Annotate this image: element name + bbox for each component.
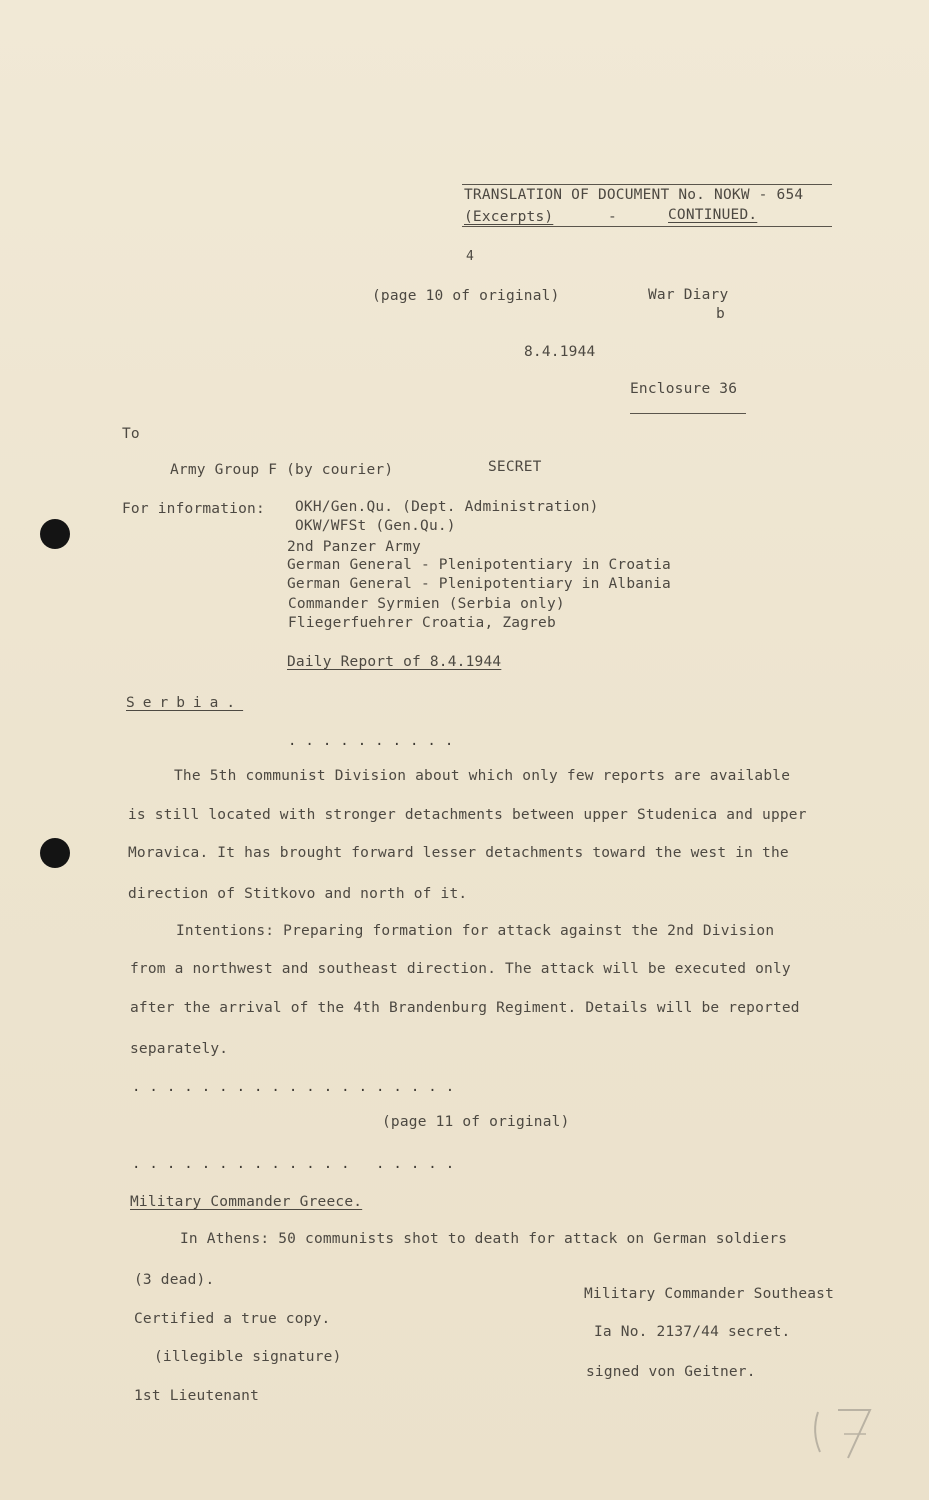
header-dash: - <box>608 209 617 225</box>
paragraph-line: from a northwest and southeast direction. The attack will be executed only <box>130 961 791 977</box>
report-title: Daily Report of 8.4.1944 <box>287 654 502 670</box>
war-diary-label: War Diary <box>648 287 729 303</box>
info-item: Commander Syrmien (Serbia only) <box>288 596 565 612</box>
war-diary-sub: b <box>716 306 725 322</box>
info-label: For information: <box>122 501 265 517</box>
punch-hole-bottom <box>40 838 70 868</box>
header-top-rule <box>462 184 832 185</box>
greece-line: (3 dead). <box>134 1272 215 1288</box>
section-serbia: Serbia. <box>126 695 244 711</box>
info-item: 2nd Panzer Army <box>287 539 421 555</box>
to-label: To <box>122 426 140 442</box>
info-item: OKH/Gen.Qu. (Dept. Administration) <box>295 499 599 515</box>
enclosure-label: Enclosure 36 <box>630 381 738 397</box>
ellipsis-row: ............. ..... <box>132 1156 464 1172</box>
certified-copy: Certified a true copy. <box>134 1311 331 1327</box>
info-item: Fliegerfuehrer Croatia, Zagreb <box>288 615 556 631</box>
paragraph-line: separately. <box>130 1041 229 1057</box>
paragraph-line: is still located with stronger detachments between upper Studenica and upper <box>128 807 807 823</box>
paragraph-line: direction of Stitkovo and north of it. <box>128 886 468 902</box>
greece-line: In Athens: 50 communists shot to death for attack on German soldiers <box>180 1231 788 1247</box>
secret-label: SECRET <box>488 459 542 475</box>
info-item: OKW/WFSt (Gen.Qu.) <box>295 518 456 534</box>
section-greece: Military Commander Greece. <box>130 1194 363 1210</box>
enclosure-rule <box>630 413 746 414</box>
page-reference-top: (page 10 of original) <box>372 288 560 304</box>
paragraph-line: Moravica. It has brought forward lesser detachments toward the west in the <box>128 845 789 861</box>
header-small-number: 4 <box>466 249 475 264</box>
recipient: Army Group F (by courier) <box>170 462 394 478</box>
reference-number: Ia No. 2137/44 secret. <box>594 1324 791 1340</box>
officer-rank: 1st Lieutenant <box>134 1388 260 1404</box>
header-document-number: TRANSLATION OF DOCUMENT No. NOKW - 654 <box>464 187 804 203</box>
info-item: German General - Plenipotentiary in Croatia <box>287 557 671 573</box>
ellipsis-row: ................... <box>132 1079 464 1095</box>
info-item: German General - Plenipotentiary in Albania <box>287 576 671 592</box>
page-reference-bottom: (page 11 of original) <box>382 1114 570 1130</box>
paragraph-line: The 5th communist Division about which only few reports are available <box>174 768 791 784</box>
commander-title: Military Commander Southeast <box>584 1286 835 1302</box>
ellipsis-row: .......... <box>288 733 463 749</box>
signed-by: signed von Geitner. <box>586 1364 756 1380</box>
header-excerpts: (Excerpts) <box>464 209 554 225</box>
paragraph-line: after the arrival of the 4th Brandenburg Regiment. Details will be reported <box>130 1000 800 1016</box>
punch-hole-top <box>40 519 70 549</box>
paragraph-line: Intentions: Preparing formation for attack against the 2nd Division <box>176 923 775 939</box>
header-continued: CONTINUED. <box>668 207 758 223</box>
document-date: 8.4.1944 <box>524 344 596 360</box>
illegible-signature: (illegible signature) <box>154 1349 342 1365</box>
header-bottom-rule <box>462 226 832 227</box>
handwritten-page-mark <box>808 1404 880 1464</box>
